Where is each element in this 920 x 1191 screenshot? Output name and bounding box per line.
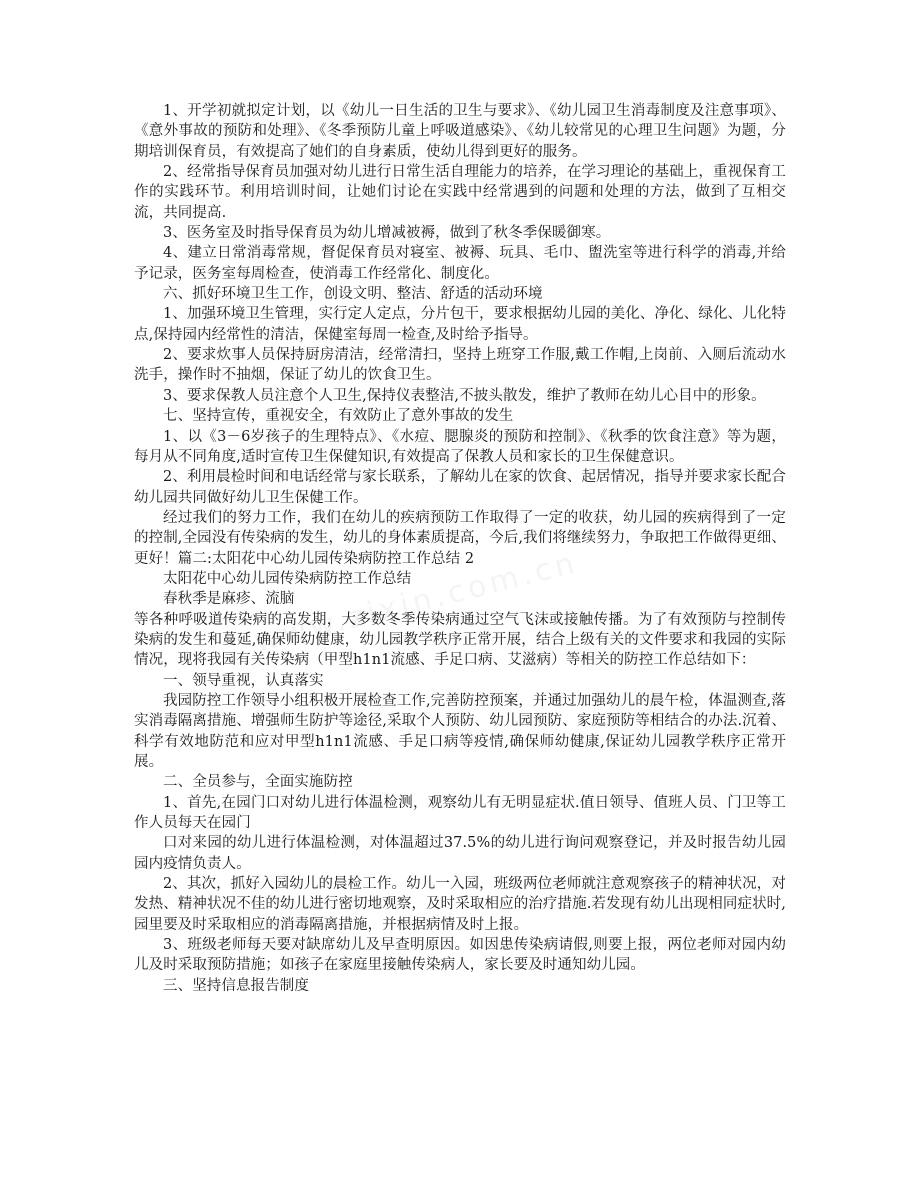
paragraph: 1、以《3－6岁孩子的生理特点》、《水痘、腮腺炎的预防和控制》、《秋季的饮食注意》等为题，每月从不同角度,适时宣传卫生保健知识,有效提高了保教人员和家长的卫生保健意识。	[134, 428, 786, 465]
paragraph: 1、开学初就拟定计划，以《幼儿一日生活的卫生与要求》、《幼儿园卫生消毒制度及注意事项》、《意外事故的预防和处理》、《冬季预防儿童上呼吸道感染》、《幼儿较常见的心理卫生问题》为题，分期培训保育员，有效提高了她们的自身素质，使幼儿得到更好的服务。	[134, 103, 786, 160]
paragraph: 1、加强环境卫生管理，实行定人定点，分片包干，要求根据幼儿园的美化、净化、绿化、儿化特点,保持园内经常性的清洁，保健室每周一检查,及时给予指导。	[134, 306, 786, 343]
document-body	[134, 101, 786, 996]
paragraph: 一、领导重视，认真落实	[163, 672, 324, 689]
paragraph: 3、班级老师每天要对缺席幼儿及早查明原因。如因患传染病请假,则要上报，两位老师对园内幼儿及时采取预防措施；如孩子在家庭里接触传染病人，家长要及时通知幼儿园。	[134, 937, 786, 974]
paragraph: 4、建立日常消毒常规，督促保育员对寝室、被褥、玩具、毛巾、盥洗室等进行科学的消毒,并给予记录，医务室每周检查，使消毒工作经常化、制度化。	[134, 245, 786, 282]
paragraph: 等各种呼吸道传染病的高发期，大多数冬季传染病通过空气飞沫或接触传播。为了有效预防与控制传染病的发生和蔓延,确保师幼健康，幼儿园教学秩序正常开展，结合上级有关的文件要求和我园的实际情况，现将我园有关传染病（甲型h1n1流感、手足口病、艾滋病）等相关的防控工作总结如下：	[134, 611, 786, 669]
paragraph: 二、全员参与，全面实施防控	[163, 774, 353, 791]
paragraph: 2、要求炊事人员保持厨房清洁，经常清扫，坚持上班穿工作服,戴工作帽,上岗前、入厕后流动水洗手，操作时不抽烟，保证了幼儿的饮食卫生。	[134, 347, 786, 384]
paragraph: 2、其次，抓好入园幼儿的晨检工作。幼儿一入园，班级两位老师就注意观察孩子的精神状况，对发热、精神状况不佳的幼儿进行密切地观察，及时采取相应的治疗措施.若发现有幼儿出现相同症状时,园里要及时采取相应的消毒隔离措施，并根据病情及时上报。	[134, 876, 786, 933]
paragraph: 三、坚持信息报告制度	[163, 977, 309, 994]
paragraph: 六、抓好环境卫生工作，创设文明、整洁、舒适的活动环境	[163, 286, 543, 303]
paragraph: 太阳花中心幼儿园传染病防控工作总结	[163, 570, 412, 587]
paragraph: 3、要求保教人员注意个人卫生,保持仪表整洁,不披头散发，维护了教师在幼儿心目中的形象。	[163, 387, 766, 404]
paragraph: 我园防控工作领导小组积极开展检查工作,完善防控预案，并通过加强幼儿的晨午检，体温测查,落实消毒隔离措施、增强师生防护等途径,采取个人预防、幼儿园预防、家庭预防等相结合的办法.沉着、科学有效地防范和应对甲型h1n1流感、手足口病等疫情,确保师幼健康,保证幼儿园教学秩序正常开展。	[134, 692, 786, 770]
paragraph: 口对来园的幼儿进行体温检测，对体温超过37.5%的幼儿进行询问观察登记，并及时报告幼儿园园内疫情负责人。	[134, 835, 786, 872]
paragraph: 经过我们的努力工作，我们在幼儿的疾病预防工作取得了一定的收获，幼儿园的疾病得到了一定的控制,全园没有传染病的发生，幼儿的身体素质提高，今后,我们将继续努力，争取把工作做得更细、更好！篇二:太阳花中心幼儿园传染病防控工作总结 2	[134, 509, 786, 567]
paragraph: 春秋季是麻疹、流脑	[163, 591, 295, 608]
paragraph: 3、医务室及时指导保育员为幼儿增减被褥，做到了秋冬季保暖御寒。	[163, 225, 611, 242]
paragraph: 2、利用晨检时间和电话经常与家长联系，了解幼儿在家的饮食、起居情况，指导并要求家长配合幼儿园共同做好幼儿卫生保健工作。	[134, 469, 786, 506]
paragraph: 1、首先,在园门口对幼儿进行体温检测，观察幼儿有无明显症状.值日领导、值班人员、门卫等工作人员每天在园门	[134, 794, 786, 832]
paragraph: 七、坚持宣传，重视安全，有效防止了意外事故的发生	[163, 408, 514, 425]
paragraph: 2、经常指导保育员加强对幼儿进行日常生活自理能力的培养，在学习理论的基础上，重视保育工作的实践环节。利用培训时间，让她们讨论在实践中经常遇到的问题和处理的方法，做到了互相交流，共同提高.	[134, 164, 786, 221]
